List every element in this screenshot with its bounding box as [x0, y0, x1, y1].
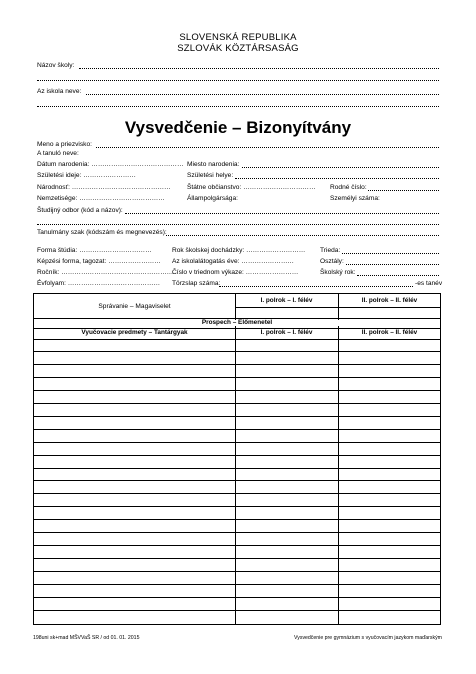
grades-table: [33, 293, 441, 625]
subject-row[interactable]: [34, 443, 440, 456]
school-attendance-year-label: Rok školskej dochádzky: ………………………: [172, 247, 306, 254]
class-field-hu[interactable]: [346, 264, 439, 265]
class-label-hu: Osztály:: [320, 258, 344, 265]
subject-row[interactable]: [34, 417, 440, 430]
birth-place-field-hu[interactable]: [235, 178, 439, 179]
subject-row[interactable]: [34, 507, 440, 520]
subject-row[interactable]: [34, 482, 440, 495]
register-number-label: Číslo v triednom výkaze: ……………………: [172, 269, 299, 276]
subject-row[interactable]: [34, 572, 440, 585]
footer-form-code: 198uni sk+mad MŠVVaŠ SR / od 01. 01. 2015: [33, 635, 140, 641]
class-field[interactable]: [342, 253, 439, 254]
subject-row[interactable]: [34, 339, 440, 352]
subject-row[interactable]: [34, 533, 440, 546]
subject-row[interactable]: [34, 559, 440, 572]
country-name-hu: SZLOVÁK KÖZTÁRSASÁG: [177, 43, 299, 54]
subject-row[interactable]: [34, 378, 440, 391]
subject-row[interactable]: [34, 391, 440, 404]
school-year-label: Školský rok:: [320, 269, 356, 276]
subject-row[interactable]: [34, 456, 440, 469]
school-name-field-line2[interactable]: [37, 80, 439, 81]
document-title: Vysvedčenie – Bizonyítvány: [124, 118, 352, 137]
country-name-sk: SLOVENSKÁ REPUBLIKA: [179, 32, 297, 43]
study-form-label: Forma štúdia: ……………………………: [37, 247, 152, 254]
study-field-label-hu: Tanulmány szak (kódszám és megnevezés):: [37, 229, 167, 236]
subject-row[interactable]: [34, 404, 440, 417]
school-year-suffix-hu: -es tanév: [415, 280, 443, 287]
behavior-grade-first-half[interactable]: [238, 308, 335, 316]
birth-number-field[interactable]: [368, 190, 439, 191]
subject-row[interactable]: [34, 611, 440, 624]
school-name-field[interactable]: [79, 68, 439, 69]
birth-date-label: Dátum narodenia: ……………………………………: [37, 161, 184, 168]
birth-place-field[interactable]: [242, 167, 439, 168]
footer-document-type: Vysvedčenie pre gymnázium s vyučovacím jazykom maďarským: [293, 635, 442, 641]
first-half-header-2: I. polrok – I. félév: [260, 329, 313, 336]
subject-row[interactable]: [34, 546, 440, 559]
subject-row[interactable]: [34, 585, 440, 598]
subject-row[interactable]: [34, 598, 440, 611]
citizenship-label-hu: Állampolgársága:: [187, 195, 238, 202]
subject-row[interactable]: [34, 430, 440, 443]
school-name-field-hu[interactable]: [86, 94, 439, 95]
subjects-header: Vyučovacie predmety – Tantárgyak: [81, 329, 188, 336]
progress-header: Prospech – Előmenetel: [34, 320, 440, 326]
student-name-label-hu: A tanuló neve:: [37, 150, 79, 157]
nationality-label-hu: Nemzetisége: …………………………………: [37, 195, 165, 202]
student-name-label: Meno a priezvisko:: [37, 141, 92, 148]
student-name-field[interactable]: [96, 147, 439, 148]
subject-row[interactable]: [34, 520, 440, 533]
subject-row[interactable]: [34, 352, 440, 365]
study-form-label-hu: Képzési forma, tagozat: ……………………: [37, 258, 161, 265]
birth-place-label: Miesto narodenia:: [187, 161, 240, 168]
nationality-label: Národnosť: ………………………………………: [37, 184, 171, 191]
study-field-label: Študijný odbor (kód a názov):: [37, 207, 123, 214]
subject-row[interactable]: [34, 494, 440, 507]
school-attendance-year-label-hu: Az iskolalátogatás éve: ……………………: [172, 258, 295, 265]
citizenship-label: Štátne občianstvo: ……………………………: [187, 184, 316, 191]
school-name-label-hu: Az iskola neve:: [37, 88, 82, 95]
grade-label-hu: Évfolyam: ……………………………………: [37, 280, 161, 287]
subject-row[interactable]: [34, 365, 440, 378]
birth-date-label-hu: Születési ideje: ……………………: [37, 172, 136, 179]
subject-row[interactable]: [34, 469, 440, 482]
behavior-grade-second-half[interactable]: [341, 308, 438, 316]
class-label: Trieda:: [320, 247, 341, 254]
school-name-field-hu-line2[interactable]: [37, 106, 439, 107]
personal-number-label-hu: Személyi száma:: [330, 195, 380, 202]
birth-number-label: Rodné číslo:: [330, 184, 367, 191]
second-half-header: II. polrok – II. félév: [361, 297, 418, 304]
study-field-field-line2[interactable]: [37, 224, 439, 225]
behavior-label: Správanie – Magaviselet: [98, 303, 171, 310]
school-year-field[interactable]: [357, 275, 439, 276]
second-half-header-2: II. polrok – II. félév: [361, 329, 418, 336]
register-number-label-hu: Törzslap száma:: [172, 280, 221, 287]
grade-label: Ročník: ……………………………………………: [37, 269, 174, 276]
birth-place-label-hu: Születési helye:: [187, 172, 234, 179]
first-half-header: I. polrok – I. félév: [260, 297, 313, 304]
school-name-label: Názov školy:: [37, 62, 75, 69]
study-field-field[interactable]: [125, 213, 439, 214]
study-field-field-hu[interactable]: [166, 235, 439, 236]
register-number-field-hu[interactable]: [219, 286, 413, 287]
